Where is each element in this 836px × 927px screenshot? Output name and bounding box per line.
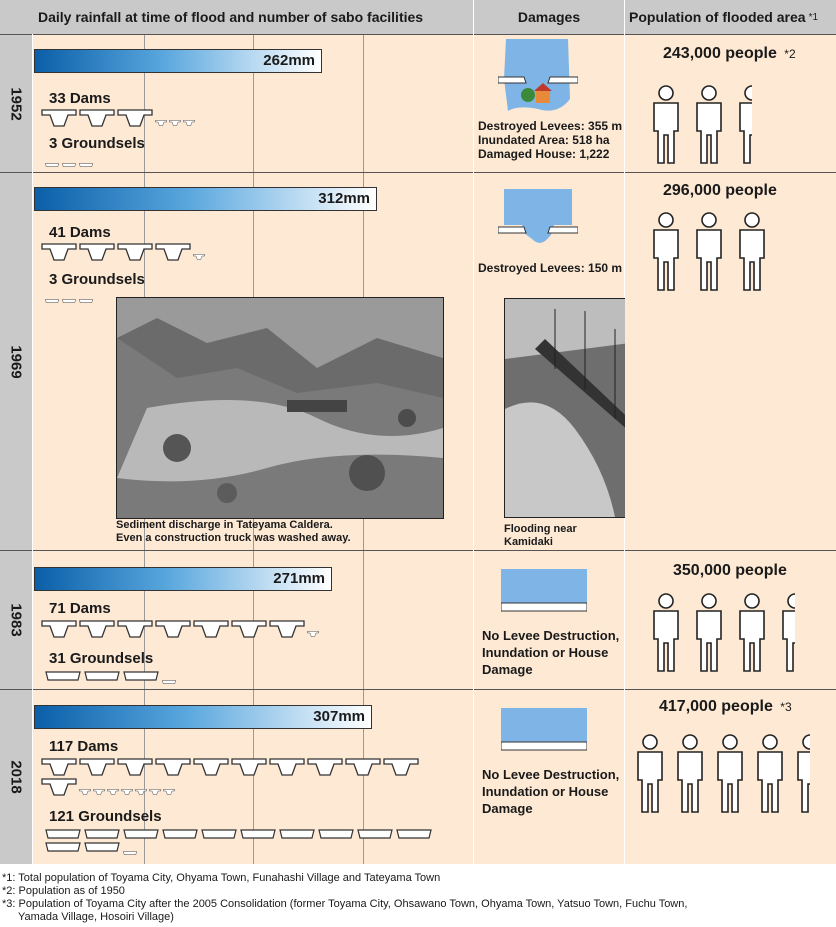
rainfall-value: 262mm [263,52,315,69]
year-label: 1952 [7,86,25,121]
person-icon [651,593,681,673]
dam-small-icon [193,248,205,256]
groundsel-icon [45,826,81,836]
damage-line: Inundation or House [482,645,609,660]
groundsel-icons [45,668,450,678]
header-population-text: Population of flooded area [629,9,806,25]
header-damages-text: Damages [517,9,581,25]
rainfall-value: 312mm [318,190,370,207]
dams-label: 33 Dams [49,90,111,107]
groundsel-icon [84,668,120,678]
year-label: 1983 [7,603,25,637]
groundsel-icon [279,826,315,836]
groundsel-icons [45,826,450,849]
rainfall-section [33,689,473,864]
population-label [663,182,780,200]
damages-cell [474,34,624,172]
dam-icon [41,243,77,261]
groundsel-small-icon [79,291,93,297]
dam-icon [41,620,77,638]
population-note: *3 [780,700,792,714]
dam-small-icon [155,114,167,122]
population-cell [625,689,836,864]
groundsel-small-icon [45,291,59,297]
year-cell [0,172,32,550]
population-value: 350,000 people [673,562,787,579]
header-damages [474,0,624,34]
person-icon [737,212,767,292]
groundsels-label: 3 Groundsels [49,271,145,288]
groundsel-icon [84,826,120,836]
levee-breach-icon [498,189,578,249]
person-icon [715,734,745,814]
population-label [659,698,792,716]
damage-line: No Levee Destruction, [482,628,620,643]
population-cell [625,172,836,550]
damages-cell [474,172,624,550]
year-cell [0,689,32,864]
rainfall-value: 307mm [313,708,365,725]
groundsel-small-icon [62,155,76,161]
header-rainfall-text: Daily rainfall at time of flood and number of sabo facilities [38,9,424,25]
groundsel-small-icon [62,291,76,297]
groundsel-icon [357,826,393,836]
dam-icon [231,758,267,776]
dam-icon [41,758,77,776]
population-value: 243,000 people [663,45,777,62]
dam-icon [193,758,229,776]
dam-icons [41,620,441,638]
footnote-3: *3: Population of Toyama City after the 2005 Consolidation (former Toyama City, Ohsawano Town, Ohyama Town, Yatsuo Town, Fuchu Town, [2,898,688,910]
rainfall-bar [34,705,372,729]
person-icon [675,734,705,814]
groundsel-small-icon [162,672,176,678]
dam-icons [41,109,441,127]
dam-icon [117,620,153,638]
damages-cell [474,550,624,689]
person-icon [737,593,767,673]
dam-icon [383,758,419,776]
dam-icon [79,243,115,261]
dam-icon [231,620,267,638]
damage-line: Inundation or House [482,784,609,799]
rainfall-section [33,34,473,172]
person-icon [694,212,724,292]
year-label: 1969 [7,344,25,379]
damage-line: Destroyed Levees: 150 m [478,261,623,275]
dam-small-icon [149,783,161,791]
groundsel-small-icon [123,843,137,849]
caldera-caption-2: Even a construction truck was washed away. [116,532,351,544]
header-rainfall [0,0,473,34]
dams-label: 41 Dams [49,224,111,241]
rainfall-value: 271mm [273,570,325,587]
dam-icon [269,620,305,638]
groundsel-icon [123,668,159,678]
dam-icons [41,243,441,261]
groundsels-label: 31 Groundsels [49,650,154,667]
person-icon [755,734,785,814]
person-icon [635,734,665,814]
rainfall-section [33,550,473,689]
dam-icon [117,758,153,776]
dam-icon [155,758,191,776]
footnote-1: *1: Total population of Toyama City, Ohyama Town, Funahashi Village and Tateyama Town [2,872,441,884]
dam-small-icon [183,114,195,122]
groundsel-icon [396,826,432,836]
person-icon [651,85,681,165]
rainfall-bar [34,567,332,591]
dam-icon [155,243,191,261]
groundsel-icons [45,155,450,161]
dam-icon [117,243,153,261]
year-cell [0,34,32,172]
header-population-note: *1 [808,12,819,23]
no-damage-icon [501,569,587,617]
dam-small-icon [121,783,133,791]
dam-small-icon [93,783,105,791]
dam-small-icon [107,783,119,791]
person-partial-icon [737,85,752,165]
dam-icon [155,620,191,638]
kamidaki-caption: Flooding near Kamidaki [504,523,577,548]
dam-icon [79,109,115,127]
groundsel-icon [240,826,276,836]
damages-cell [474,689,624,864]
groundsels-label: 121 Groundsels [49,808,162,825]
population-label [673,562,790,580]
header-population [625,0,836,34]
groundsel-small-icon [79,155,93,161]
groundsel-icon [123,826,159,836]
dam-icon [307,758,343,776]
groundsel-icon [201,826,237,836]
dam-small-icon [79,783,91,791]
population-cell [625,34,836,172]
dam-icon [79,620,115,638]
damage-line: Inundated Area: 518 ha [478,133,610,147]
year-cell [0,550,32,689]
rainfall-section [33,172,473,550]
population-label [663,45,796,63]
dam-icon [345,758,381,776]
damage-line: Damaged House: 1,222 [478,147,610,161]
year-label: 2018 [7,760,25,794]
dams-label: 71 Dams [49,600,111,617]
groundsel-small-icon [45,155,59,161]
no-damage-icon [501,708,587,756]
dam-icon [41,109,77,127]
person-partial-icon [795,734,810,814]
groundsel-icon [84,839,120,849]
dam-icon [193,620,229,638]
person-icon [651,212,681,292]
population-value: 417,000 people [659,698,773,715]
dam-small-icon [169,114,181,122]
population-note: *2 [784,47,796,61]
person-icon [694,593,724,673]
groundsel-icon [45,839,81,849]
dam-small-icon [163,783,175,791]
groundsel-icon [318,826,354,836]
dam-icons [41,758,441,796]
rainfall-bar [34,187,377,211]
dam-small-icon [307,625,319,633]
groundsel-icon [162,826,198,836]
rainfall-bar [34,49,322,73]
footnote-3-cont: Yamada Village, Hosoiri Village) [18,911,174,923]
dam-small-icon [135,783,147,791]
dam-icon [79,758,115,776]
person-icon [694,85,724,165]
population-value: 296,000 people [663,182,777,199]
dam-icon [41,778,77,796]
damage-line: Destroyed Levees: 355 m [478,119,623,133]
damage-line: Damage [482,801,533,816]
groundsel-icon [45,668,81,678]
dams-label: 117 Dams [49,738,119,755]
caldera-photo [116,297,444,519]
dam-icon [117,109,153,127]
levee-breach-icon [498,39,578,115]
footnote-2: *2: Population as of 1950 [2,885,125,897]
dam-icon [269,758,305,776]
groundsels-label: 3 Groundsels [49,135,145,152]
damage-line: No Levee Destruction, [482,767,620,782]
damage-line: Damage [482,662,533,677]
grid-line [363,35,364,172]
person-partial-icon [780,593,795,673]
population-cell [625,550,836,689]
caldera-caption-1: Sediment discharge in Tateyama Caldera. [116,519,333,531]
